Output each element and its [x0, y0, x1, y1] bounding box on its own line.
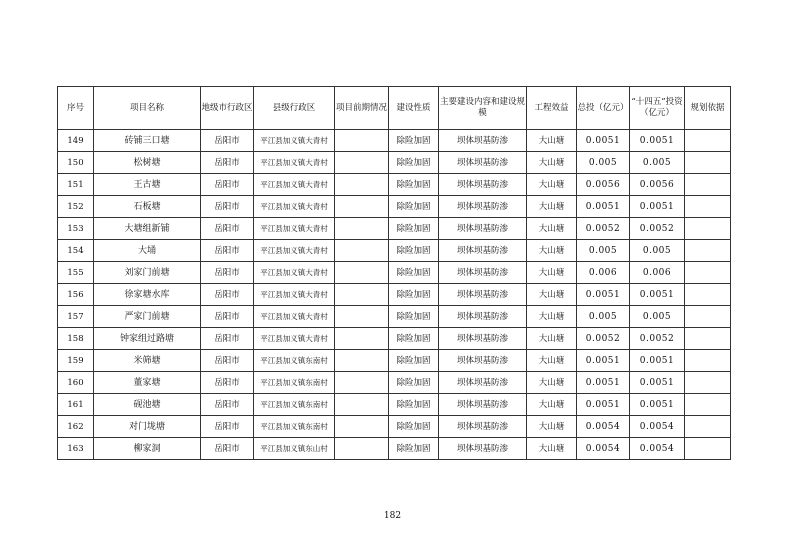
- cell-content: 坝体坝基防渗: [439, 196, 527, 218]
- cell-county: 平江县加义镇东山村: [254, 438, 335, 460]
- cell-project-name: 严家门前塘: [94, 306, 201, 328]
- cell-content: 坝体坝基防渗: [439, 284, 527, 306]
- cell-nature: 除险加固: [389, 240, 439, 262]
- cell-project-name: 大塘组新铺: [94, 218, 201, 240]
- cell-project-name: 砚池塘: [94, 394, 201, 416]
- table-row: [58, 240, 731, 262]
- cell-total-investment: 0.0051: [577, 372, 630, 394]
- cell-plan-investment: 0.0051: [630, 372, 685, 394]
- cell-preliminary: [335, 438, 389, 460]
- header-plan-investment: “十四五”投资（亿元）: [630, 87, 685, 130]
- header-content: 主要建设内容和建设规模: [439, 87, 527, 130]
- cell-nature: 除险加固: [389, 262, 439, 284]
- cell-no: 159: [58, 350, 94, 372]
- cell-benefit: 大山塘: [527, 394, 577, 416]
- cell-project-name: 钟家组过路塘: [94, 328, 201, 350]
- cell-plan-investment: 0.0052: [630, 218, 685, 240]
- table-row: [58, 130, 731, 152]
- header-county: 县级行政区: [254, 87, 335, 130]
- cell-plan-investment: 0.006: [630, 262, 685, 284]
- header-no: 序号: [58, 87, 94, 130]
- header-benefit: 工程效益: [527, 87, 577, 130]
- cell-county: 平江县加义镇大青村: [254, 306, 335, 328]
- cell-basis: [685, 438, 731, 460]
- cell-content: 坝体坝基防渗: [439, 262, 527, 284]
- table-row: [58, 394, 731, 416]
- cell-basis: [685, 130, 731, 152]
- cell-benefit: 大山塘: [527, 438, 577, 460]
- cell-nature: 除险加固: [389, 130, 439, 152]
- cell-no: 163: [58, 438, 94, 460]
- table-body: [58, 130, 731, 460]
- cell-county: 平江县加义镇大青村: [254, 196, 335, 218]
- cell-plan-investment: 0.0054: [630, 438, 685, 460]
- table-row: [58, 152, 731, 174]
- cell-city: 岳阳市: [201, 284, 254, 306]
- cell-no: 162: [58, 416, 94, 438]
- cell-city: 岳阳市: [201, 438, 254, 460]
- cell-no: 153: [58, 218, 94, 240]
- cell-nature: 除险加固: [389, 350, 439, 372]
- header-basis: 规划依据: [685, 87, 731, 130]
- cell-basis: [685, 196, 731, 218]
- table-row: [58, 328, 731, 350]
- cell-project-name: 刘家门前塘: [94, 262, 201, 284]
- cell-plan-investment: 0.0051: [630, 284, 685, 306]
- cell-no: 149: [58, 130, 94, 152]
- cell-content: 坝体坝基防渗: [439, 306, 527, 328]
- cell-benefit: 大山塘: [527, 218, 577, 240]
- cell-preliminary: [335, 372, 389, 394]
- cell-benefit: 大山塘: [527, 130, 577, 152]
- cell-benefit: 大山塘: [527, 152, 577, 174]
- cell-basis: [685, 152, 731, 174]
- cell-basis: [685, 284, 731, 306]
- cell-county: 平江县加义镇大青村: [254, 328, 335, 350]
- cell-project-name: 石板塘: [94, 196, 201, 218]
- table-row: [58, 196, 731, 218]
- cell-city: 岳阳市: [201, 328, 254, 350]
- cell-plan-investment: 0.0051: [630, 394, 685, 416]
- project-table: [57, 86, 731, 460]
- cell-preliminary: [335, 394, 389, 416]
- cell-city: 岳阳市: [201, 394, 254, 416]
- cell-total-investment: 0.0054: [577, 416, 630, 438]
- cell-city: 岳阳市: [201, 196, 254, 218]
- cell-city: 岳阳市: [201, 240, 254, 262]
- header-total-investment: 总投（亿元）: [577, 87, 630, 130]
- cell-basis: [685, 174, 731, 196]
- cell-city: 岳阳市: [201, 306, 254, 328]
- table-row: [58, 262, 731, 284]
- cell-plan-investment: 0.005: [630, 306, 685, 328]
- cell-total-investment: 0.0051: [577, 196, 630, 218]
- table-row: [58, 218, 731, 240]
- table-row: [58, 372, 731, 394]
- cell-basis: [685, 262, 731, 284]
- cell-total-investment: 0.0051: [577, 394, 630, 416]
- cell-county: 平江县加义镇大青村: [254, 218, 335, 240]
- cell-content: 坝体坝基防渗: [439, 438, 527, 460]
- cell-project-name: 对门垅塘: [94, 416, 201, 438]
- table-row: [58, 174, 731, 196]
- cell-basis: [685, 416, 731, 438]
- cell-plan-investment: 0.0051: [630, 350, 685, 372]
- cell-county: 平江县加义镇大青村: [254, 130, 335, 152]
- cell-nature: 除险加固: [389, 152, 439, 174]
- table-row: [58, 416, 731, 438]
- cell-project-name: 王古塘: [94, 174, 201, 196]
- cell-basis: [685, 306, 731, 328]
- cell-county: 平江县加义镇东南村: [254, 394, 335, 416]
- table-row: [58, 306, 731, 328]
- cell-nature: 除险加固: [389, 328, 439, 350]
- cell-no: 152: [58, 196, 94, 218]
- cell-city: 岳阳市: [201, 416, 254, 438]
- cell-total-investment: 0.0056: [577, 174, 630, 196]
- cell-total-investment: 0.005: [577, 152, 630, 174]
- cell-preliminary: [335, 152, 389, 174]
- header-project-name: 项目名称: [94, 87, 201, 130]
- cell-total-investment: 0.0054: [577, 438, 630, 460]
- cell-benefit: 大山塘: [527, 284, 577, 306]
- cell-county: 平江县加义镇东南村: [254, 372, 335, 394]
- cell-no: 157: [58, 306, 94, 328]
- table-row: [58, 284, 731, 306]
- cell-preliminary: [335, 174, 389, 196]
- cell-content: 坝体坝基防渗: [439, 174, 527, 196]
- cell-nature: 除险加固: [389, 372, 439, 394]
- cell-project-name: 米筛塘: [94, 350, 201, 372]
- cell-preliminary: [335, 218, 389, 240]
- header-city: 地级市行政区: [201, 87, 254, 130]
- cell-county: 平江县加义镇大青村: [254, 174, 335, 196]
- cell-no: 161: [58, 394, 94, 416]
- table-header-row: [58, 87, 731, 130]
- cell-city: 岳阳市: [201, 372, 254, 394]
- cell-total-investment: 0.0051: [577, 350, 630, 372]
- cell-content: 坝体坝基防渗: [439, 372, 527, 394]
- cell-nature: 除险加固: [389, 196, 439, 218]
- cell-content: 坝体坝基防渗: [439, 218, 527, 240]
- cell-plan-investment: 0.0052: [630, 328, 685, 350]
- cell-county: 平江县加义镇东南村: [254, 350, 335, 372]
- cell-content: 坝体坝基防渗: [439, 394, 527, 416]
- cell-basis: [685, 350, 731, 372]
- cell-no: 160: [58, 372, 94, 394]
- cell-nature: 除险加固: [389, 174, 439, 196]
- cell-city: 岳阳市: [201, 262, 254, 284]
- cell-basis: [685, 372, 731, 394]
- cell-total-investment: 0.0052: [577, 218, 630, 240]
- cell-county: 平江县加义镇大青村: [254, 262, 335, 284]
- cell-benefit: 大山塘: [527, 328, 577, 350]
- cell-plan-investment: 0.0051: [630, 196, 685, 218]
- table-row: [58, 350, 731, 372]
- cell-nature: 除险加固: [389, 394, 439, 416]
- cell-city: 岳阳市: [201, 152, 254, 174]
- header-preliminary: 项目前期情况: [335, 87, 389, 130]
- cell-no: 151: [58, 174, 94, 196]
- cell-preliminary: [335, 240, 389, 262]
- cell-preliminary: [335, 130, 389, 152]
- cell-basis: [685, 394, 731, 416]
- cell-content: 坝体坝基防渗: [439, 350, 527, 372]
- cell-nature: 除险加固: [389, 218, 439, 240]
- cell-county: 平江县加义镇大青村: [254, 284, 335, 306]
- cell-benefit: 大山塘: [527, 372, 577, 394]
- cell-benefit: 大山塘: [527, 306, 577, 328]
- cell-benefit: 大山塘: [527, 174, 577, 196]
- cell-total-investment: 0.006: [577, 262, 630, 284]
- cell-city: 岳阳市: [201, 218, 254, 240]
- cell-project-name: 砖铺三口塘: [94, 130, 201, 152]
- cell-content: 坝体坝基防渗: [439, 152, 527, 174]
- cell-content: 坝体坝基防渗: [439, 328, 527, 350]
- header-nature: 建设性质: [389, 87, 439, 130]
- cell-content: 坝体坝基防渗: [439, 416, 527, 438]
- cell-total-investment: 0.0051: [577, 284, 630, 306]
- cell-preliminary: [335, 328, 389, 350]
- cell-city: 岳阳市: [201, 350, 254, 372]
- cell-total-investment: 0.005: [577, 240, 630, 262]
- cell-benefit: 大山塘: [527, 196, 577, 218]
- cell-total-investment: 0.005: [577, 306, 630, 328]
- cell-content: 坝体坝基防渗: [439, 130, 527, 152]
- cell-no: 158: [58, 328, 94, 350]
- cell-total-investment: 0.0052: [577, 328, 630, 350]
- cell-project-name: 柳家洞: [94, 438, 201, 460]
- cell-project-name: 松树塘: [94, 152, 201, 174]
- cell-no: 156: [58, 284, 94, 306]
- cell-city: 岳阳市: [201, 130, 254, 152]
- cell-benefit: 大山塘: [527, 240, 577, 262]
- cell-project-name: 董家塘: [94, 372, 201, 394]
- cell-preliminary: [335, 262, 389, 284]
- cell-nature: 除险加固: [389, 416, 439, 438]
- cell-benefit: 大山塘: [527, 416, 577, 438]
- cell-plan-investment: 0.0051: [630, 130, 685, 152]
- cell-county: 平江县加义镇大青村: [254, 152, 335, 174]
- cell-plan-investment: 0.005: [630, 240, 685, 262]
- cell-project-name: 徐家塘水库: [94, 284, 201, 306]
- cell-basis: [685, 328, 731, 350]
- cell-plan-investment: 0.0056: [630, 174, 685, 196]
- cell-basis: [685, 218, 731, 240]
- cell-preliminary: [335, 196, 389, 218]
- table-row: [58, 438, 731, 460]
- cell-project-name: 大埇: [94, 240, 201, 262]
- cell-no: 155: [58, 262, 94, 284]
- cell-no: 154: [58, 240, 94, 262]
- cell-county: 平江县加义镇东南村: [254, 416, 335, 438]
- cell-plan-investment: 0.0054: [630, 416, 685, 438]
- cell-plan-investment: 0.005: [630, 152, 685, 174]
- cell-basis: [685, 240, 731, 262]
- cell-city: 岳阳市: [201, 174, 254, 196]
- cell-nature: 除险加固: [389, 438, 439, 460]
- cell-preliminary: [335, 306, 389, 328]
- cell-content: 坝体坝基防渗: [439, 240, 527, 262]
- page-number: 182: [383, 511, 402, 521]
- cell-benefit: 大山塘: [527, 350, 577, 372]
- cell-total-investment: 0.0051: [577, 130, 630, 152]
- cell-preliminary: [335, 416, 389, 438]
- cell-nature: 除险加固: [389, 306, 439, 328]
- cell-no: 150: [58, 152, 94, 174]
- cell-nature: 除险加固: [389, 284, 439, 306]
- cell-preliminary: [335, 350, 389, 372]
- cell-county: 平江县加义镇大青村: [254, 240, 335, 262]
- cell-preliminary: [335, 284, 389, 306]
- cell-benefit: 大山塘: [527, 262, 577, 284]
